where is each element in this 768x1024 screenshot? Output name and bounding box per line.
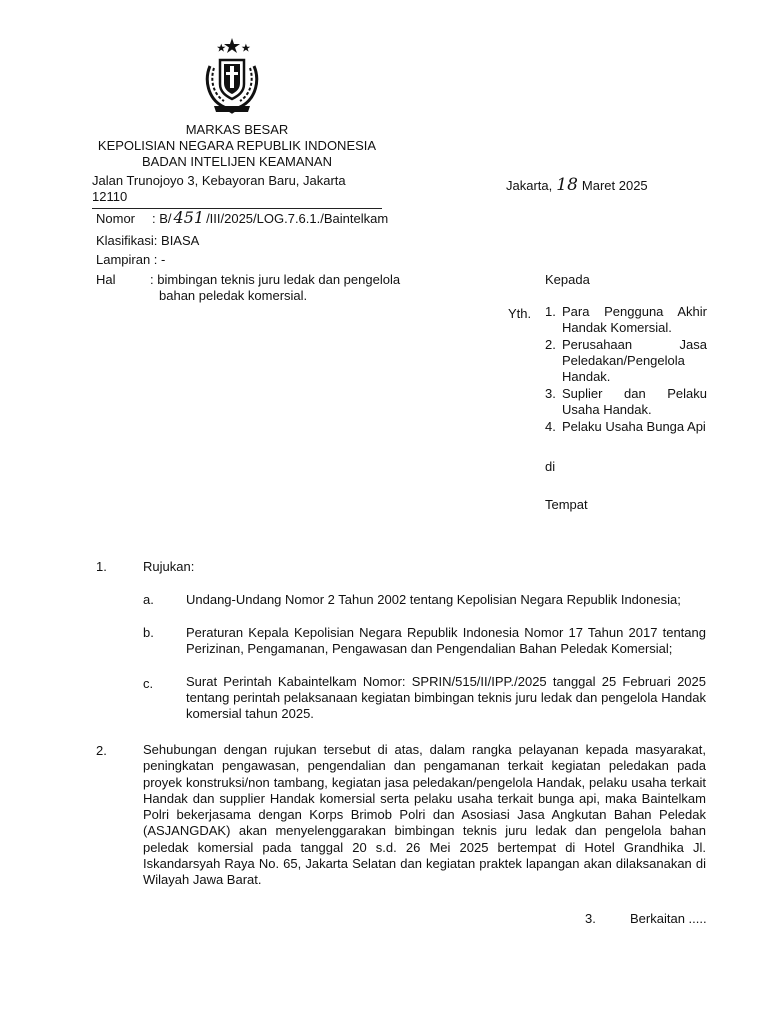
recipient-list: [545, 304, 707, 436]
hal-line-1: : bimbingan teknis juru ledak dan pengelola: [150, 272, 401, 287]
letter-date: [506, 175, 648, 195]
nomor-label: Nomor: [96, 211, 136, 226]
nomor-handwritten: 451: [173, 208, 205, 227]
hal-line-2: bahan peledak komersial.: [159, 288, 308, 303]
tempat-label: Tempat: [545, 497, 588, 512]
letterhead-address: Jalan Trunojoyo 3, Kebayoran Baru, Jakarta 12110: [92, 173, 382, 209]
nomor-prefix: : B/: [152, 211, 172, 226]
recipient-item: 3. Suplier dan Pelaku Usaha Handak.: [545, 386, 707, 417]
rujukan-c-letter: c.: [143, 676, 154, 691]
yth-label: Yth.: [508, 306, 532, 321]
letterhead-line-3: BADAN INTELIJEN KEAMANAN: [142, 154, 332, 169]
next-page-catchword: Berkaitan .....: [630, 911, 707, 926]
rujukan-c-text: Surat Perintah Kabaintelkam Nomor: SPRIN/515/II/IPP./2025 tanggal 25 Februari 2025 tentang perintah pelaksanaan kegiatan bimbingan teknis juru ledak dan pengelola Handak komersial tahun 2025.: [186, 674, 706, 721]
lampiran-line: Lampiran : -: [96, 252, 166, 267]
next-page-number: 3.: [585, 911, 596, 926]
date-day-handwritten: 18: [556, 175, 578, 195]
rujukan-b-text: Peraturan Kepala Kepolisian Negara Republik Indonesia Nomor 17 Tahun 2017 tentang Perizinan, Pengamanan, Pengawasan dan Pengendalian Bahan Peledak Komersial;: [186, 625, 706, 656]
section-1-number: 1.: [96, 559, 107, 574]
nomor-line: [96, 210, 388, 227]
letterhead: [92, 122, 382, 170]
date-city: Jakarta,: [506, 178, 553, 193]
letterhead-line-2: KEPOLISIAN NEGARA REPUBLIK INDONESIA: [97, 138, 377, 153]
klasifikasi-line: Klasifikasi: BIASA: [96, 233, 200, 248]
di-label: di: [545, 459, 556, 474]
letterhead-line-1: MARKAS BESAR: [185, 122, 289, 137]
section-2-number: 2.: [96, 743, 107, 758]
recipient-item: 1. Para Pengguna Akhir Handak Komersial.: [545, 304, 707, 335]
rujukan-a-text: Undang-Undang Nomor 2 Tahun 2002 tentang Kepolisian Negara Republik Indonesia;: [186, 592, 681, 607]
recipient-item: 4. Pelaku Usaha Bunga Api: [545, 419, 706, 434]
date-month-year: Maret 2025: [581, 178, 648, 193]
hal-label: Hal: [96, 272, 116, 287]
rujukan-a-letter: a.: [143, 592, 154, 607]
police-emblem-icon: [200, 36, 264, 116]
kepada-label: Kepada: [545, 272, 590, 287]
rujukan-b-letter: b.: [143, 625, 154, 640]
hal-text: [150, 272, 410, 304]
section-1-title: Rujukan:: [143, 559, 195, 574]
section-2-text: Sehubungan dengan rujukan tersebut di atas, dalam rangka pelayanan kepada masyarakat, peningkatan pengawasan, pengendalian dan pengamanan terkait kegiatan peledakan pada proyek konstruksi/non tambang, kegiatan jasa peledakan/pengelola Handak, pelaku usaha terkait Handak dan supplier Handak komersial serta pelaku usaha terkait bunga api, maka Baintelkam Polri bekerjasama dengan Korps Brimob Polri dan Asosiasi Jasa Angkutan Bahan Peledak (ASJANGDAK) akan menyelenggarakan bimbingan teknis juru ledak dan pengelola bahan peledak komersial pada tanggal 20 s.d. 26 Mei 2025 bertempat di Hotel Grandhika Jl. Iskandarsyah Raya No. 65, Jakarta Selatan dan kegiatan praktek lapangan akan dilaksanakan di Wilayah Jawa Barat.: [143, 742, 706, 888]
recipient-item: 2. Perusahaan Jasa Peledakan/Pengelola Handak.: [545, 337, 707, 384]
nomor-suffix: /III/2025/LOG.7.6.1./Baintelkam: [206, 211, 389, 226]
